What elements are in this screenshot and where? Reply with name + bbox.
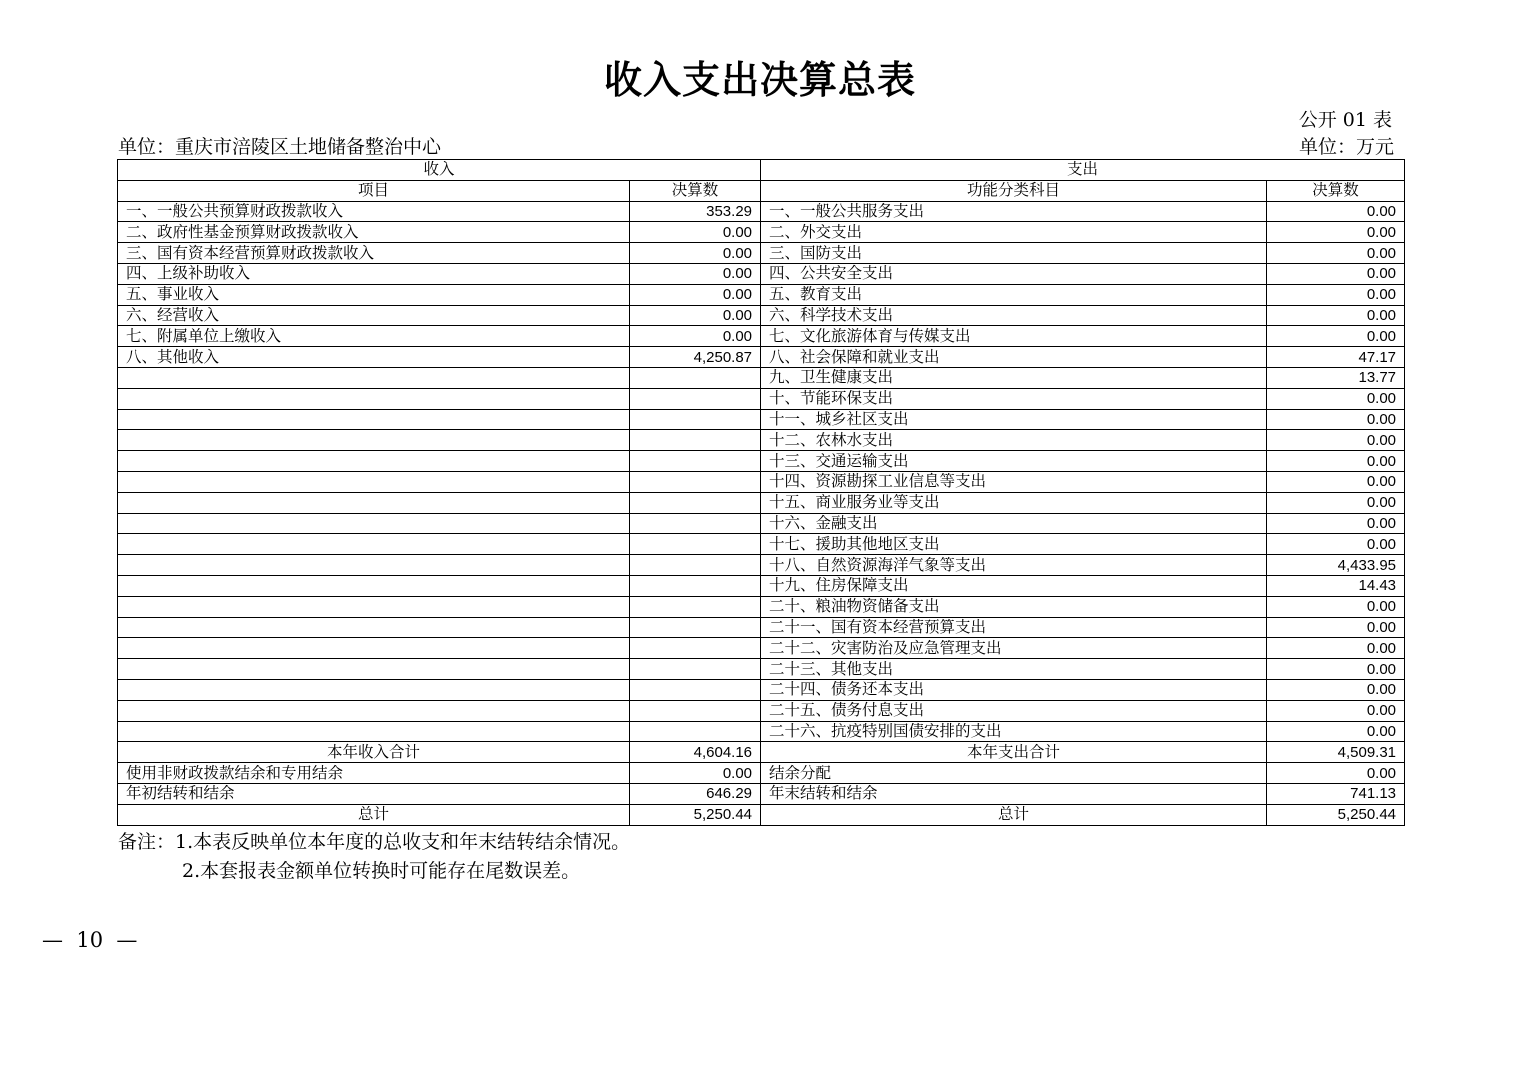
expense-item: 十八、自然资源海洋气象等支出 [761,555,1267,576]
nonfiscal-label: 使用非财政拨款结余和专用结余 [118,763,630,784]
table-row [118,555,1405,576]
total-income-label: 总计 [118,804,630,825]
budget-table [117,159,1405,826]
income-amount [630,638,761,659]
income-amount [630,409,761,430]
end-balance-label: 年末结转和结余 [761,783,1267,804]
note-line-2: 2.本套报表金额单位转换时可能存在尾数误差。 [182,860,581,882]
income-item [118,638,630,659]
expense-item: 二十四、债务还本支出 [761,679,1267,700]
notes [118,828,630,886]
expense-amount: 0.00 [1267,492,1405,513]
header-row-columns [118,180,1405,201]
expense-amount: 0.00 [1267,388,1405,409]
year-expense-value: 4,509.31 [1267,742,1405,763]
budget-table-body [118,160,1405,742]
expense-item: 六、科学技术支出 [761,305,1267,326]
income-item [118,471,630,492]
expense-amount: 0.00 [1267,721,1405,742]
expense-amount-header: 决算数 [1267,180,1405,201]
table-row [118,243,1405,264]
begin-balance-value: 646.29 [630,783,761,804]
table-row [118,534,1405,555]
expense-item-header: 功能分类科目 [761,180,1267,201]
page-number: — 10 — [42,928,138,952]
year-total-row [118,742,1405,763]
expense-amount: 0.00 [1267,201,1405,222]
income-item: 一、一般公共预算财政拨款收入 [118,201,630,222]
income-item [118,430,630,451]
expense-item: 二、外交支出 [761,222,1267,243]
year-income-label: 本年收入合计 [118,742,630,763]
expense-item: 二十一、国有资本经营预算支出 [761,617,1267,638]
table-row [118,513,1405,534]
income-amount [630,492,761,513]
table-row [118,326,1405,347]
income-amount [630,679,761,700]
expense-item: 五、教育支出 [761,284,1267,305]
income-item [118,492,630,513]
income-item: 七、附属单位上缴收入 [118,326,630,347]
surplus-distribution-label: 结余分配 [761,763,1267,784]
income-item [118,721,630,742]
income-amount [630,575,761,596]
end-balance-value: 741.13 [1267,783,1405,804]
table-row [118,430,1405,451]
income-amount [630,513,761,534]
income-item [118,700,630,721]
unit-currency: 单位：万元 [1298,136,1394,158]
total-expense-value: 5,250.44 [1267,804,1405,825]
expense-amount: 0.00 [1267,243,1405,264]
table-row [118,284,1405,305]
expense-amount: 0.00 [1267,596,1405,617]
total-income-value: 5,250.44 [630,804,761,825]
expense-amount: 0.00 [1267,659,1405,680]
table-row [118,347,1405,368]
expense-item: 三、国防支出 [761,243,1267,264]
income-amount: 0.00 [630,263,761,284]
expense-item: 四、公共安全支出 [761,263,1267,284]
table-row [118,367,1405,388]
income-amount [630,721,761,742]
table-row [118,451,1405,472]
expense-item: 二十五、债务付息支出 [761,700,1267,721]
expense-item: 十五、商业服务业等支出 [761,492,1267,513]
expense-amount: 0.00 [1267,263,1405,284]
year-expense-label: 本年支出合计 [761,742,1267,763]
grand-total-row [118,804,1405,825]
summary-section [118,742,1405,825]
expense-item: 十四、资源勘探工业信息等支出 [761,471,1267,492]
total-expense-label: 总计 [761,804,1267,825]
expense-amount: 0.00 [1267,451,1405,472]
income-amount: 0.00 [630,305,761,326]
income-amount-header: 决算数 [630,180,761,201]
balance-row [118,783,1405,804]
expense-amount: 0.00 [1267,471,1405,492]
table-row [118,471,1405,492]
table-row [118,679,1405,700]
expense-item: 二十二、灾害防治及应急管理支出 [761,638,1267,659]
unit-organization: 单位：重庆市涪陵区土地储备整治中心 [118,136,442,158]
table-row [118,638,1405,659]
income-item [118,388,630,409]
expense-amount: 0.00 [1267,326,1405,347]
expense-amount: 0.00 [1267,430,1405,451]
expense-amount: 47.17 [1267,347,1405,368]
year-income-value: 4,604.16 [630,742,761,763]
nonfiscal-value: 0.00 [630,763,761,784]
income-amount: 353.29 [630,201,761,222]
expense-amount: 0.00 [1267,700,1405,721]
page-title: 收入支出决算总表 [603,57,916,102]
expense-amount: 0.00 [1267,513,1405,534]
note-line-1: 备注：1.本表反映单位本年度的总收支和年末结转结余情况。 [118,831,631,853]
header-row-sections [118,160,1405,181]
table-row [118,388,1405,409]
nonfiscal-row [118,763,1405,784]
expense-amount: 0.00 [1267,284,1405,305]
income-amount [630,617,761,638]
income-amount: 0.00 [630,326,761,347]
income-amount [630,596,761,617]
expense-amount: 14.43 [1267,575,1405,596]
expense-amount: 0.00 [1267,617,1405,638]
expense-amount: 0.00 [1267,409,1405,430]
income-amount [630,451,761,472]
income-item [118,617,630,638]
table-row [118,617,1405,638]
income-item [118,555,630,576]
expense-item: 十三、交通运输支出 [761,451,1267,472]
table-row [118,492,1405,513]
income-amount: 4,250.87 [630,347,761,368]
begin-balance-label: 年初结转和结余 [118,783,630,804]
income-amount [630,555,761,576]
income-item [118,513,630,534]
expense-amount: 0.00 [1267,222,1405,243]
expense-item: 十二、农林水支出 [761,430,1267,451]
expense-amount: 0.00 [1267,638,1405,659]
income-amount [630,388,761,409]
expense-section-header: 支出 [761,160,1405,181]
income-item [118,659,630,680]
table-row [118,700,1405,721]
income-item [118,409,630,430]
table-row [118,721,1405,742]
table-row [118,596,1405,617]
table-row [118,305,1405,326]
form-number: 公开 01 表 [1298,109,1392,131]
income-section-header: 收入 [118,160,761,181]
income-item [118,534,630,555]
income-amount [630,471,761,492]
income-amount: 0.00 [630,222,761,243]
income-item: 六、经营收入 [118,305,630,326]
expense-item: 十七、援助其他地区支出 [761,534,1267,555]
expense-item: 一、一般公共服务支出 [761,201,1267,222]
income-amount [630,430,761,451]
expense-item: 七、文化旅游体育与传媒支出 [761,326,1267,347]
table-row [118,263,1405,284]
expense-item: 二十、粮油物资储备支出 [761,596,1267,617]
income-amount: 0.00 [630,284,761,305]
expense-item: 十一、城乡社区支出 [761,409,1267,430]
income-item [118,679,630,700]
expense-item: 十九、住房保障支出 [761,575,1267,596]
expense-amount: 0.00 [1267,534,1405,555]
income-item: 三、国有资本经营预算财政拨款收入 [118,243,630,264]
income-item [118,367,630,388]
income-item: 二、政府性基金预算财政拨款收入 [118,222,630,243]
expense-amount: 0.00 [1267,305,1405,326]
income-amount: 0.00 [630,243,761,264]
table-row [118,409,1405,430]
table-row [118,575,1405,596]
expense-item: 九、卫生健康支出 [761,367,1267,388]
table-row [118,222,1405,243]
expense-amount: 0.00 [1267,679,1405,700]
income-item [118,596,630,617]
income-item-header: 项目 [118,180,630,201]
table-row [118,201,1405,222]
expense-item: 二十三、其他支出 [761,659,1267,680]
expense-item: 十、节能环保支出 [761,388,1267,409]
income-item: 四、上级补助收入 [118,263,630,284]
income-amount [630,367,761,388]
table-row [118,659,1405,680]
income-amount [630,659,761,680]
expense-item: 二十六、抗疫特别国债安排的支出 [761,721,1267,742]
income-item [118,451,630,472]
expense-item: 八、社会保障和就业支出 [761,347,1267,368]
income-amount [630,534,761,555]
income-item [118,575,630,596]
surplus-distribution-value: 0.00 [1267,763,1405,784]
income-amount [630,700,761,721]
expense-item: 十六、金融支出 [761,513,1267,534]
income-item: 五、事业收入 [118,284,630,305]
expense-amount: 13.77 [1267,367,1405,388]
expense-amount: 4,433.95 [1267,555,1405,576]
income-item: 八、其他收入 [118,347,630,368]
